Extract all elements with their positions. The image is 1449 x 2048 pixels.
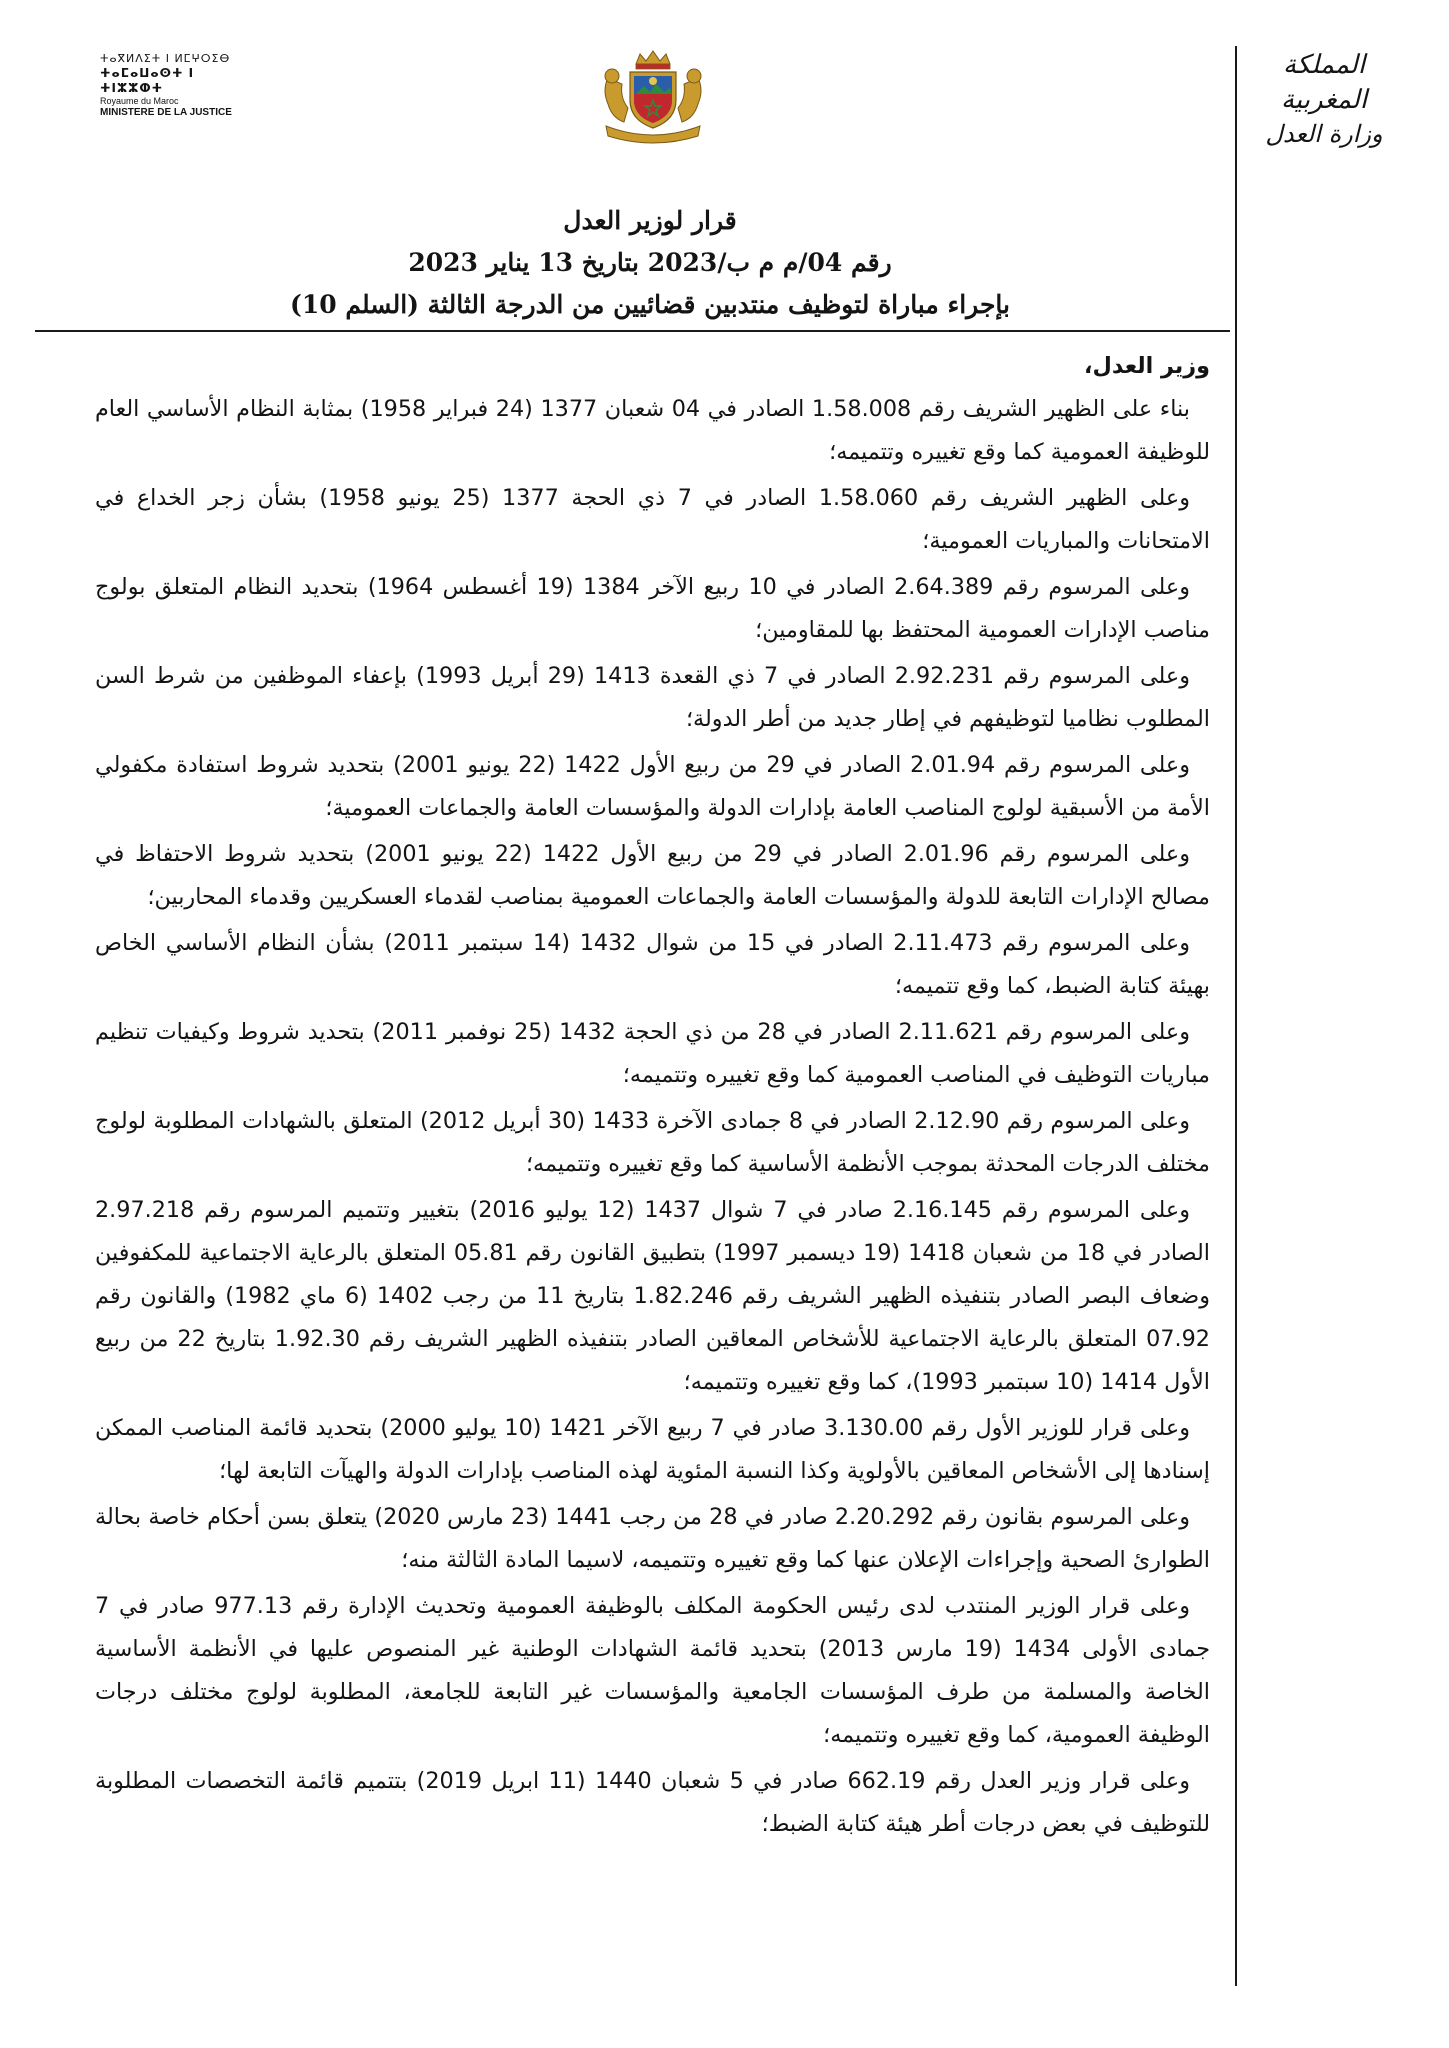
decree-number-date: رقم 04/م م ب/2023 بتاريخ 13 يناير 2023 [408, 248, 892, 277]
ministere-de-la-justice-label: MINISTERE DE LA JUSTICE [100, 107, 232, 118]
decree-title-block [260, 200, 1040, 326]
decree-title: قرار لوزير العدل [563, 206, 737, 235]
decree-body [95, 345, 1210, 1849]
kingdom-of-morocco-label: المملكة المغربية [1280, 50, 1368, 116]
paragraph: وعلى المرسوم رقم 2.12.90 الصادر في 8 جمادى الآخرة 1433 (30 أبريل 2012) المتعلق بالشهادات المطلوبة لولوج مختلف الدرجات المحدثة بموجب الأنظمة الأساسية كما وقع تغييره وتتميمه؛ [95, 1108, 1210, 1177]
royaume-du-maroc-label: Royaume du Maroc [100, 95, 179, 106]
paragraph: بناء على الظهير الشريف رقم 1.58.008 الصادر في 04 شعبان 1377 (24 فبراير 1958) بمثابة النظام الأساسي العام للوظيفة العمومية كما وقع تغييره وتتميمه؛ [95, 396, 1210, 465]
moroccan-royal-coat-of-arms-icon [598, 48, 708, 144]
tifinagh-line-1: ⵜⴰⴳⵍⴷⵉⵜ ⵏ ⵍⵎⵖⵔⵉⴱ [100, 52, 231, 65]
header-left-block [100, 52, 260, 120]
addressee: وزير العدل، [1084, 353, 1210, 379]
decree-subject: بإجراء مباراة لتوظيف منتدبين قضائيين من الدرجة الثالثة (السلم 10) [290, 290, 1010, 319]
paragraph: وعلى المرسوم رقم 2.11.473 الصادر في 15 من شوال 1432 (14 سبتمبر 2011) بشأن النظام الأساسي الخاص بهيئة كتابة الضبط، كما وقع تتميمه؛ [95, 930, 1210, 999]
header-right-block [1249, 48, 1399, 151]
paragraph: وعلى قرار للوزير الأول رقم 3.130.00 صادر في 7 ربيع الآخر 1421 (10 يوليو 2000) بتحديد قائمة المناصب الممكن إسنادها إلى الأشخاص المعاقين بالأولوية وكذا النسبة المئوية لهذه المناصب بإدارات الدولة والهيآت التابعة لها؛ [95, 1415, 1210, 1484]
ministry-of-justice-label: وزارة العدل [1265, 120, 1383, 149]
paragraph: وعلى قرار الوزير المنتدب لدى رئيس الحكومة المكلف بالوظيفة العمومية وتحديث الإدارة رقم 977.13 صادر في 7 جمادى الأولى 1434 (19 مارس 2013) بتحديد قائمة الشهادات الوطنية غير المنصوص عليها في الأنظمة الأساسية الخاصة والمسلمة من طرف المؤسسات الجامعية والمؤسسات غير التابعة للجامعة، المطلوبة لولوج مختلف درجات الوظيفة العمومية، كما وقع تغييره وتتميمه؛ [95, 1593, 1210, 1748]
paragraph: وعلى المرسوم رقم 2.01.94 الصادر في 29 من ربيع الأول 1422 (22 يونيو 2001) بتحديد شروط استفادة مكفولي الأمة من الأسبقية لولوج المناصب العامة بإدارات الدولة والمؤسسات العامة والجماعات العمومية؛ [95, 752, 1210, 821]
paragraph: وعلى المرسوم رقم 2.92.231 الصادر في 7 ذي القعدة 1413 (29 أبريل 1993) بإعفاء الموظفين من شرط السن المطلوب نظاميا لتوظيفهم في إطار جديد من أطر الدولة؛ [95, 663, 1210, 732]
paragraph: وعلى المرسوم رقم 2.64.389 الصادر في 10 ربيع الآخر 1384 (19 أغسطس 1964) بتحديد النظام المتعلق بولوج مناصب الإدارات العمومية المحتفظ بها للمقاومين؛ [95, 574, 1210, 643]
tifinagh-line-2: ⵜⴰⵎⴰⵡⴰⵙⵜ ⵏ ⵜⵏⵣⵣⵀⵜ [100, 65, 195, 95]
paragraph: وعلى المرسوم رقم 2.01.96 الصادر في 29 من ربيع الأول 1422 (22 يونيو 2001) بتحديد شروط الاحتفاظ في مصالح الإدارات التابعة للدولة والمؤسسات العامة والجماعات العمومية بمناصب لقدماء العسكريين وقدماء المحاربين؛ [95, 841, 1210, 910]
paragraph: وعلى المرسوم بقانون رقم 2.20.292 صادر في 28 من رجب 1441 (23 مارس 2020) يتعلق بسن أحكام خاصة بحالة الطوارئ الصحية وإجراءات الإعلان عنها كما وقع تغييره وتتميمه، لاسيما المادة الثالثة منه؛ [95, 1504, 1210, 1573]
title-divider [35, 330, 1230, 332]
paragraph: وعلى قرار وزير العدل رقم 662.19 صادر في 5 شعبان 1440 (11 ابريل 2019) بتتميم قائمة التخصصات المطلوبة للتوظيف في بعض درجات أطر هيئة كتابة الضبط؛ [95, 1768, 1210, 1837]
paragraph: وعلى المرسوم رقم 2.16.145 صادر في 7 شوال 1437 (12 يوليو 2016) بتغيير وتتميم المرسوم رقم 2.97.218 الصادر في 18 من شعبان 1418 (19 ديسمبر 1997) بتطبيق القانون رقم 05.81 المتعلق بالرعاية الاجتماعية للمكفوفين وضعاف البصر الصادر بتنفيذه الظهير الشريف رقم 1.82.246 بتاريخ 11 من رجب 1402 (6 ماي 1982) والقانون رقم 07.92 المتعلق بالرعاية الاجتماعية للأشخاص المعاقين الصادر بتنفيذه الظهير الشريف رقم 1.92.30 بتاريخ 22 من ربيع الأول 1414 (10 سبتمبر 1993)، كما وقع تغييره وتتميمه؛ [95, 1197, 1211, 1395]
margin-rule [1235, 46, 1237, 1986]
paragraph: وعلى المرسوم رقم 2.11.621 الصادر في 28 من ذي الحجة 1432 (25 نوفمبر 2011) بتحديد شروط وكيفيات تنظيم مباريات التوظيف في المناصب العمومية كما وقع تغييره وتتميمه؛ [95, 1019, 1210, 1088]
paragraph: وعلى الظهير الشريف رقم 1.58.060 الصادر في 7 ذي الحجة 1377 (25 يونيو 1958) بشأن زجر الخداع في الامتحانات والمباريات العمومية؛ [95, 485, 1210, 554]
